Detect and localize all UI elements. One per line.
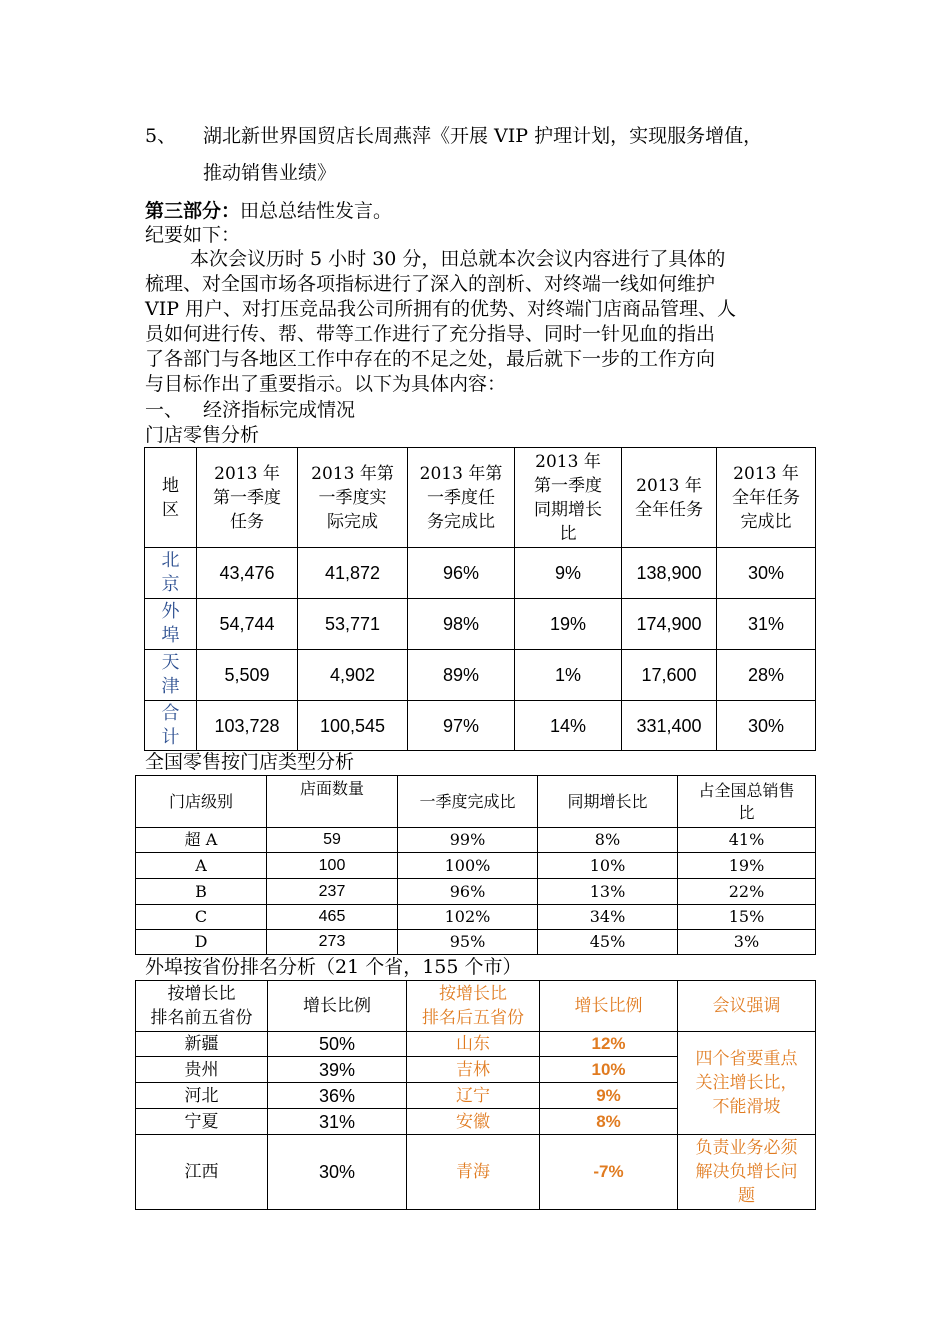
- table-cell: 5,509: [197, 650, 298, 701]
- table-cell: 4,902: [298, 650, 408, 701]
- table-cell: 174,900: [622, 599, 717, 650]
- region-cell: 天 津: [145, 650, 197, 701]
- header-cell: 占全国总销售 比: [678, 776, 816, 828]
- paragraph-line: 与目标作出了重要指示。以下为具体内容：: [145, 373, 507, 395]
- table-cell: 43,476: [197, 548, 298, 599]
- table-cell: 辽宁: [407, 1083, 540, 1109]
- header-cell: 地 区: [145, 448, 197, 548]
- header-cell: 同期增长比: [538, 776, 678, 828]
- header-cell: 增长比例: [540, 981, 678, 1032]
- table-cell: 8%: [540, 1109, 678, 1135]
- table-cell: 53,771: [298, 599, 408, 650]
- table-cell: 98%: [408, 599, 515, 650]
- table-cell: 465: [267, 905, 398, 930]
- table-cell: 31%: [717, 599, 816, 650]
- province-ranking-table: [135, 980, 816, 1210]
- table-cell: B: [136, 879, 267, 905]
- table-cell: 17,600: [622, 650, 717, 701]
- emphasis-note-cell: 负责业务必须 解决负增长问 题: [678, 1135, 816, 1210]
- table-cell: 19%: [515, 599, 622, 650]
- header-cell: 2013 年 第一季度 任务: [197, 448, 298, 548]
- table-cell: 99%: [398, 828, 538, 853]
- paragraph-line: 了各部门与各地区工作中存在的不足之处，最后就下一步的工作方向: [145, 348, 716, 370]
- region-cell: 北 京: [145, 548, 197, 599]
- table-cell: 贵州: [136, 1057, 268, 1083]
- table-cell: 3%: [678, 930, 816, 955]
- table-row: [136, 879, 816, 905]
- part3-text: 田总总结性发言。: [240, 200, 393, 222]
- table-cell: 13%: [538, 879, 678, 905]
- item-number: 5、: [145, 125, 177, 147]
- header-cell: 2013 年 全年任务: [622, 448, 717, 548]
- table-row: [145, 701, 816, 751]
- table-cell: 273: [267, 930, 398, 955]
- table-row: [136, 905, 816, 930]
- table1-title: 门店零售分析: [145, 424, 260, 446]
- table-header-row: [145, 448, 816, 548]
- paragraph-line: 梳理、对全国市场各项指标进行了深入的剖析、对终端一线如何维护: [145, 273, 716, 295]
- table-cell: 54,744: [197, 599, 298, 650]
- item-title-line1: 湖北新世界国贸店长周燕萍《开展 VIP 护理计划，实现服务增值，: [203, 125, 763, 147]
- table-cell: 青海: [407, 1135, 540, 1210]
- table-header-row: [136, 981, 816, 1032]
- table-cell: 22%: [678, 879, 816, 905]
- table-row: [145, 650, 816, 701]
- table-cell: 10%: [538, 853, 678, 879]
- table-cell: 100: [267, 853, 398, 879]
- table-row: [136, 828, 816, 853]
- table-cell: 新疆: [136, 1032, 268, 1057]
- header-cell: 2013 年 第一季度 同期增长 比: [515, 448, 622, 548]
- region-cell: 合 计: [145, 701, 197, 751]
- table-cell: 吉林: [407, 1057, 540, 1083]
- table-cell: 96%: [408, 548, 515, 599]
- table-cell: 14%: [515, 701, 622, 751]
- paragraph-line: 员如何进行传、帮、带等工作进行了充分指导、同时一针见血的指出: [145, 323, 716, 345]
- minutes-label: 纪要如下：: [145, 224, 241, 246]
- table-cell: 41,872: [298, 548, 408, 599]
- header-cell: 会议强调: [678, 981, 816, 1032]
- table-row: [136, 1135, 816, 1210]
- table-cell: 安徽: [407, 1109, 540, 1135]
- table-cell: 超 A: [136, 828, 267, 853]
- table-cell: -7%: [540, 1135, 678, 1210]
- header-cell: 增长比例: [268, 981, 407, 1032]
- header-cell: 按增长比 排名前五省份: [136, 981, 268, 1032]
- paragraph-line: 本次会议历时 5 小时 30 分，田总就本次会议内容进行了具体的: [190, 248, 726, 270]
- table2-title: 全国零售按门店类型分析: [145, 751, 355, 773]
- table-cell: 89%: [408, 650, 515, 701]
- table-cell: C: [136, 905, 267, 930]
- table-cell: 95%: [398, 930, 538, 955]
- header-cell: 一季度完成比: [398, 776, 538, 828]
- table3-title: 外埠按省份排名分析（21 个省，155 个市）: [145, 956, 522, 978]
- table-row: [145, 548, 816, 599]
- table-cell: 138,900: [622, 548, 717, 599]
- table-cell: 30%: [717, 701, 816, 751]
- table-cell: 331,400: [622, 701, 717, 751]
- table-cell: 103,728: [197, 701, 298, 751]
- table-cell: 19%: [678, 853, 816, 879]
- table-cell: 山东: [407, 1032, 540, 1057]
- table-cell: 100%: [398, 853, 538, 879]
- table-cell: 30%: [268, 1135, 407, 1210]
- part3-heading: 第三部分：: [145, 200, 241, 222]
- table-cell: 28%: [717, 650, 816, 701]
- table-cell: 河北: [136, 1083, 268, 1109]
- region-cell: 外 埠: [145, 599, 197, 650]
- table-cell: 50%: [268, 1032, 407, 1057]
- table-cell: 宁夏: [136, 1109, 268, 1135]
- table-cell: 9%: [540, 1083, 678, 1109]
- section-number: 一、: [145, 399, 184, 421]
- table-cell: 15%: [678, 905, 816, 930]
- table-cell: D: [136, 930, 267, 955]
- table-cell: 237: [267, 879, 398, 905]
- section-title: 经济指标完成情况: [203, 399, 356, 421]
- header-cell: 门店级别: [136, 776, 267, 828]
- table-cell: 97%: [408, 701, 515, 751]
- header-cell: 按增长比 排名后五省份: [407, 981, 540, 1032]
- header-cell: 2013 年 全年任务 完成比: [717, 448, 816, 548]
- table-row: [136, 1032, 816, 1057]
- store-type-table: [135, 775, 816, 955]
- table-row: [136, 853, 816, 879]
- emphasis-note-cell: 四个省要重点 关注增长比， 不能滑坡: [678, 1032, 816, 1135]
- table-cell: 45%: [538, 930, 678, 955]
- table-cell: 9%: [515, 548, 622, 599]
- part3-line: [145, 199, 392, 224]
- table-cell: 10%: [540, 1057, 678, 1083]
- header-cell: 店面数量: [267, 776, 398, 828]
- table-row: [136, 930, 816, 955]
- table-cell: 41%: [678, 828, 816, 853]
- table-cell: 100,545: [298, 701, 408, 751]
- table-cell: 59: [267, 828, 398, 853]
- table-cell: 34%: [538, 905, 678, 930]
- table-cell: 1%: [515, 650, 622, 701]
- table-cell: 96%: [398, 879, 538, 905]
- table-cell: 36%: [268, 1083, 407, 1109]
- table-cell: 8%: [538, 828, 678, 853]
- table-cell: 102%: [398, 905, 538, 930]
- header-cell: 2013 年第 一季度实 际完成: [298, 448, 408, 548]
- table-cell: 江西: [136, 1135, 268, 1210]
- table-cell: 12%: [540, 1032, 678, 1057]
- table-cell: 39%: [268, 1057, 407, 1083]
- table-cell: A: [136, 853, 267, 879]
- store-retail-table: [144, 447, 816, 751]
- item-title-line2: 推动销售业绩》: [203, 162, 337, 184]
- header-cell: 2013 年第 一季度任 务完成比: [408, 448, 515, 548]
- table-cell: 30%: [717, 548, 816, 599]
- table-row: [145, 599, 816, 650]
- table-header-row: [136, 776, 816, 828]
- table-cell: 31%: [268, 1109, 407, 1135]
- paragraph-line: VIP 用户、对打压竞品我公司所拥有的优势、对终端门店商品管理、人: [145, 298, 737, 320]
